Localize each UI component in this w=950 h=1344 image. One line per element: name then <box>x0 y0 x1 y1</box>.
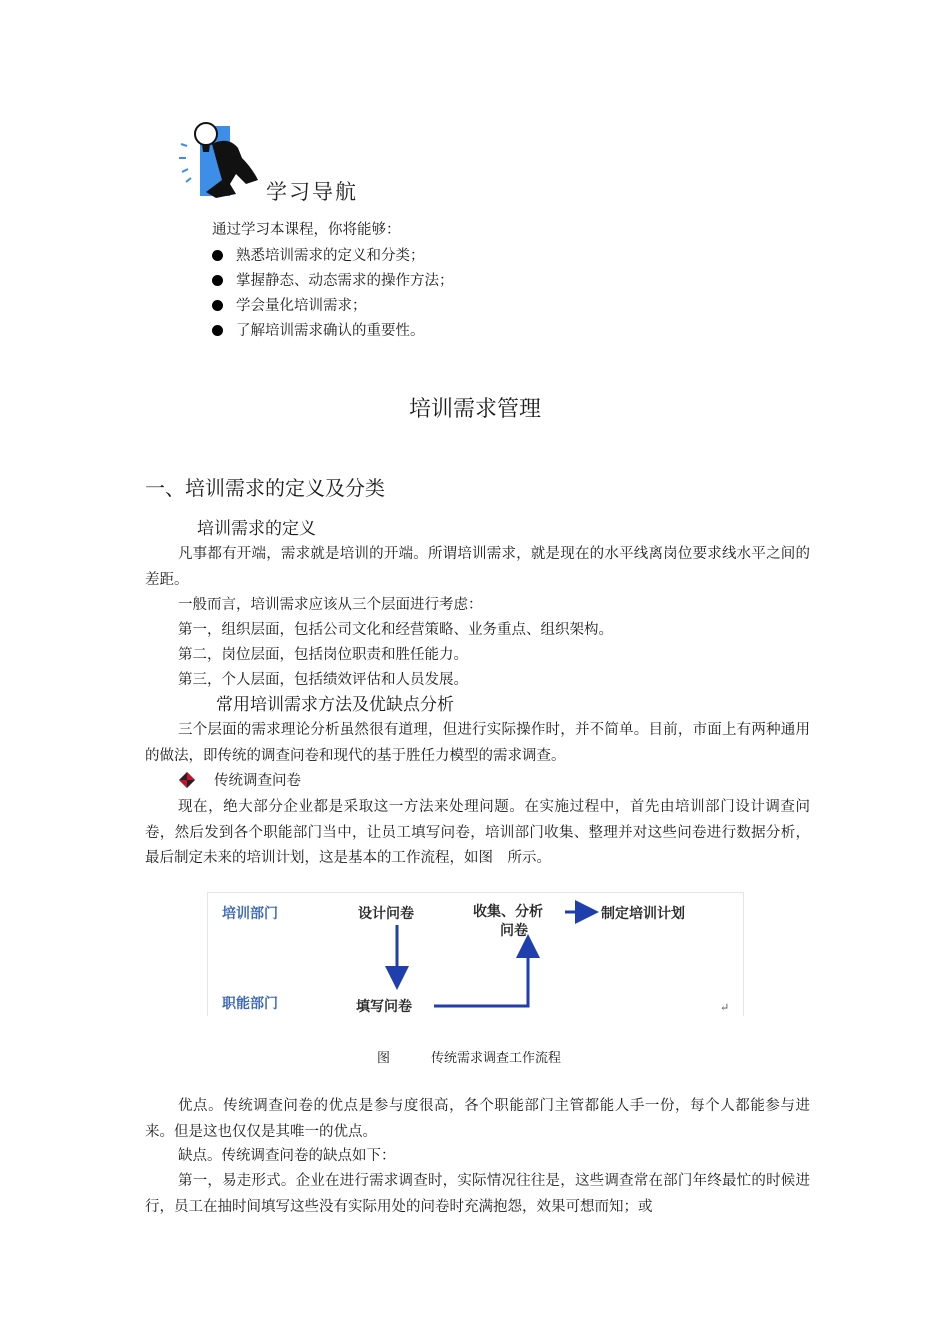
subsection-heading-definition: 培训需求的定义 <box>197 519 316 539</box>
bullet-dot-icon <box>212 325 223 336</box>
paragraph: 第二，岗位层面，包括岗位职责和胜任能力。 <box>178 647 468 663</box>
bullet-dot-icon <box>212 250 223 261</box>
list-item <box>212 318 454 343</box>
nav-intro: 通过学习本课程，你将能够： <box>212 222 401 238</box>
goal-text: 掌握静态、动态需求的操作方法； <box>236 272 454 289</box>
figure-caption: 传统需求调查工作流程 <box>431 1051 562 1066</box>
arrow-fill-to-collect <box>434 940 528 1006</box>
list-item <box>212 268 454 293</box>
nav-title: 学习导航 <box>266 180 358 204</box>
step-collect: 收集、分析 <box>473 904 543 920</box>
paragraph: 三个层面的需求理论分析虽然很有道理，但进行实际操作时，并不简单。目前，市面上有两种通用的做法，即传统的调查问卷和现代的基于胜任力模型的需求调查。 <box>145 722 810 764</box>
list-item <box>212 293 454 318</box>
paragraph: 一般而言，培训需求应该从三个层面进行考虑： <box>178 597 483 613</box>
bullet-dot-icon <box>212 300 223 311</box>
flow-arrows <box>208 893 743 1016</box>
section-heading: 一、培训需求的定义及分类 <box>145 476 385 500</box>
dept-label-functional: 职能部门 <box>222 996 278 1012</box>
bullet-dot-icon <box>212 275 223 286</box>
goal-text: 学会量化培训需求； <box>236 297 367 314</box>
paragraph: 凡事都有开端，需求就是培训的开端。所谓培训需求，就是现在的水平线离岗位要求线水平之间的差距。 <box>145 546 810 588</box>
step-fill: 填写问卷 <box>356 999 412 1015</box>
goal-list <box>212 243 454 343</box>
return-mark: ↵ <box>720 1001 730 1014</box>
goal-text: 熟悉培训需求的定义和分类； <box>236 247 425 264</box>
lightbulb-thinker-icon <box>176 114 266 204</box>
goal-text: 了解培训需求确认的重要性。 <box>236 322 425 339</box>
list-item <box>212 243 454 268</box>
document-title: 培训需求管理 <box>408 397 541 422</box>
step-design: 设计问卷 <box>358 906 414 922</box>
subsection-heading-methods: 常用培训需求方法及优缺点分析 <box>216 695 454 715</box>
paragraph: 现在，绝大部分企业都是采取这一方法来处理问题。在实施过程中，首先由培训部门设计调查问卷，然后发到各个职能部门当中，让员工填写问卷，培训部门收集、整理并对这些问卷进行数据分析，最后制定未来的培训计划，这是基本的工作流程，如图 所示。 <box>145 799 810 866</box>
paragraph: 优点。传统调查问卷的优点是参与度很高，各个职能部门主管都能人手一份，每个人都能参与进来。但是这也仅仅是其唯一的优点。 <box>145 1098 810 1140</box>
step-collect-2: 问卷 <box>500 923 528 939</box>
bullet-heading: 传统调查问卷 <box>214 773 301 789</box>
paragraph: 第一，易走形式。企业在进行需求调查时，实际情况往往是，这些调查常在部门年终最忙的时候进行，员工在抽时间填写这些没有实际用处的问卷时充满抱怨，效果可想而知；或 <box>145 1173 810 1215</box>
dept-label-training: 培训部门 <box>222 906 278 922</box>
diamond-bullet-icon <box>178 771 196 789</box>
paragraph: 缺点。传统调查问卷的缺点如下： <box>178 1148 396 1164</box>
paragraph: 第三，个人层面，包括绩效评估和人员发展。 <box>178 672 468 688</box>
step-plan: 制定培训计划 <box>601 906 685 922</box>
workflow-figure <box>207 892 744 1016</box>
paragraph: 第一，组织层面，包括公司文化和经营策略、业务重点、组织架构。 <box>178 622 613 638</box>
figure-caption-label: 图 <box>377 1051 391 1066</box>
